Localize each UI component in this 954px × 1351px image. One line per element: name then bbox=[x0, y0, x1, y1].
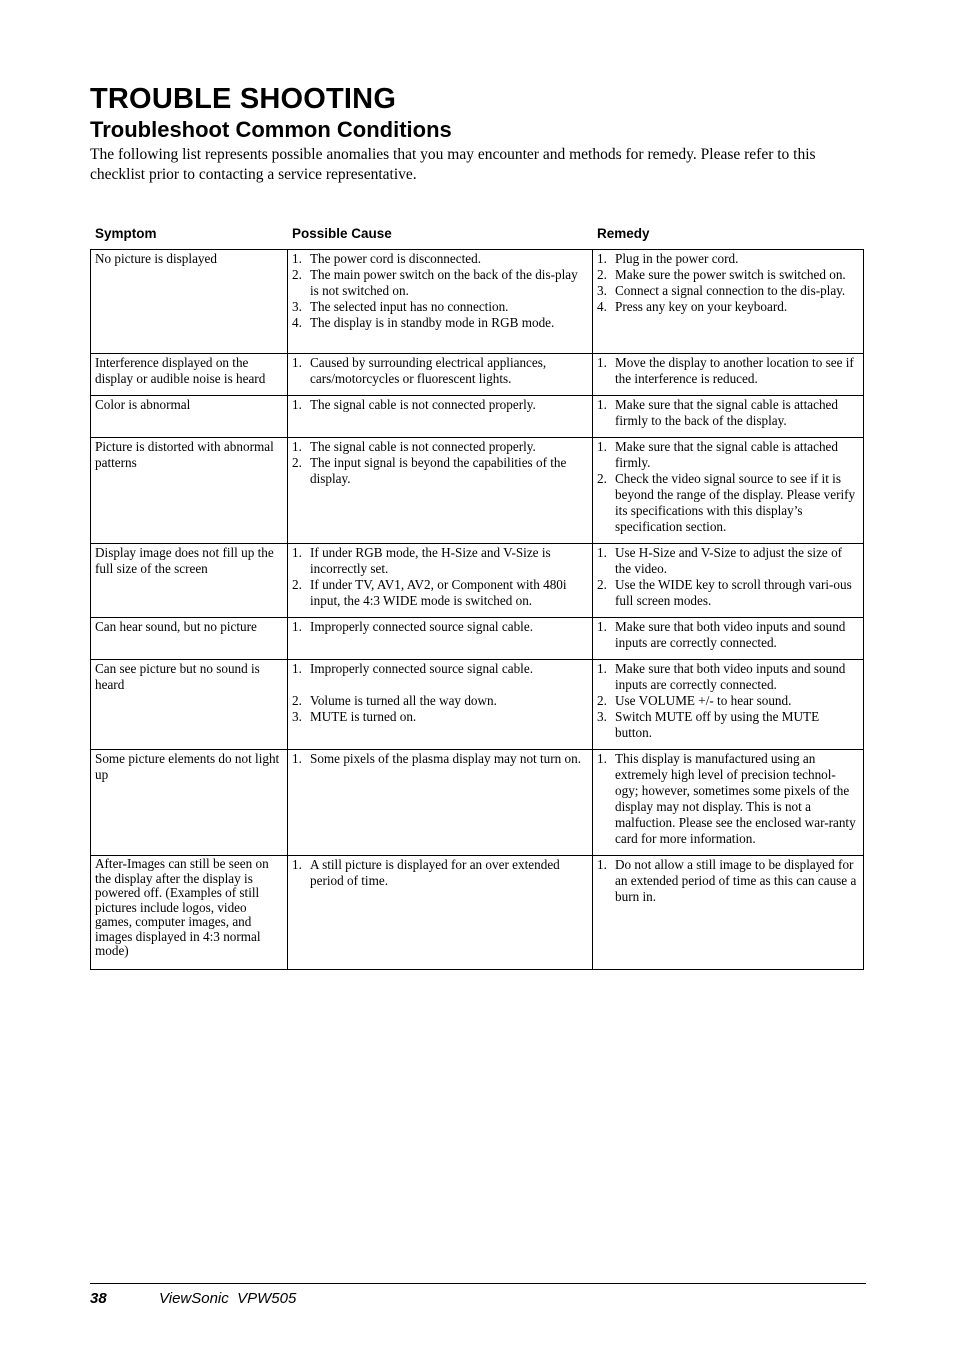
item-number: 1. bbox=[597, 545, 607, 560]
cause-item bbox=[292, 709, 588, 725]
item-text: Make sure that both video inputs and sound inputs are correctly connected. bbox=[615, 619, 846, 650]
item-number: 1. bbox=[292, 439, 302, 454]
remedy-cell bbox=[593, 438, 864, 544]
page-title: TROUBLE SHOOTING bbox=[90, 83, 397, 115]
possible-cause-cell bbox=[288, 396, 593, 438]
item-number: 3. bbox=[292, 709, 302, 724]
remedy-item bbox=[597, 397, 859, 429]
remedy-item bbox=[597, 299, 859, 315]
item-number: 1. bbox=[597, 439, 607, 454]
item-text: The display is in standby mode in RGB mode. bbox=[310, 315, 555, 330]
item-text: Some pixels of the plasma display may not turn on. bbox=[310, 751, 582, 766]
remedy-list bbox=[597, 355, 859, 387]
remedy-list bbox=[597, 619, 859, 651]
item-text: Improperly connected source signal cable. bbox=[310, 661, 533, 676]
remedy-cell bbox=[593, 544, 864, 618]
remedy-item bbox=[597, 355, 859, 387]
item-number: 3. bbox=[292, 299, 302, 314]
intro-paragraph: The following list represents possible anomalies that you may encounter and methods for remedy. Please refer to this checklist prior to contacting a service representative. bbox=[90, 146, 816, 183]
item-text: Make sure the power switch is switched on. bbox=[615, 267, 846, 282]
cause-item bbox=[292, 857, 588, 889]
item-text: If under RGB mode, the H-Size and V-Size is incorrectly set. bbox=[310, 545, 551, 576]
remedy-item bbox=[597, 709, 859, 741]
item-text: Press any key on your keyboard. bbox=[615, 299, 788, 314]
table-row bbox=[91, 856, 864, 970]
item-number: 1. bbox=[292, 751, 302, 766]
cause-item bbox=[292, 315, 588, 331]
cause-item bbox=[292, 545, 588, 577]
item-text: Plug in the power cord. bbox=[615, 251, 739, 266]
possible-cause-cell bbox=[288, 250, 593, 354]
page-number: 38 bbox=[90, 1290, 107, 1307]
remedy-item bbox=[597, 857, 859, 905]
cause-item bbox=[292, 267, 588, 299]
symptom-cell: Interference displayed on the display or audible noise is heard bbox=[91, 354, 288, 396]
symptom-cell: No picture is displayed bbox=[91, 250, 288, 354]
item-number: 2. bbox=[292, 267, 302, 282]
item-number: 3. bbox=[597, 709, 607, 724]
table-row bbox=[91, 250, 864, 354]
cause-list bbox=[292, 857, 588, 889]
column-header-symptom: Symptom bbox=[95, 226, 157, 241]
remedy-cell bbox=[593, 856, 864, 970]
item-number: 2. bbox=[597, 693, 607, 708]
item-number: 2. bbox=[597, 577, 607, 592]
remedy-list bbox=[597, 251, 859, 315]
cause-item bbox=[292, 439, 588, 455]
cause-list bbox=[292, 439, 588, 487]
item-text: Caused by surrounding electrical appliances, cars/motorcycles or fluorescent lights. bbox=[310, 355, 547, 386]
cause-item bbox=[292, 355, 588, 387]
troubleshooting-table bbox=[90, 249, 864, 970]
cause-list bbox=[292, 397, 588, 413]
table-row bbox=[91, 660, 864, 750]
symptom-cell: Some picture elements do not light up bbox=[91, 750, 288, 856]
item-text: The input signal is beyond the capabilities of the display. bbox=[310, 455, 567, 486]
item-text: The power cord is disconnected. bbox=[310, 251, 482, 266]
item-text: The selected input has no connection. bbox=[310, 299, 509, 314]
item-number: 2. bbox=[597, 267, 607, 282]
item-number: 2. bbox=[292, 455, 302, 470]
remedy-item bbox=[597, 577, 859, 609]
cause-list bbox=[292, 619, 588, 635]
item-number: 1. bbox=[597, 251, 607, 266]
item-text: Use H-Size and V-Size to adjust the size of the video. bbox=[615, 545, 843, 576]
item-text: Use VOLUME +/- to hear sound. bbox=[615, 693, 792, 708]
item-text: Check the video signal source to see if it is beyond the range of the display. Please verify its specifications with this display’s specification section. bbox=[615, 471, 856, 534]
remedy-list bbox=[597, 439, 859, 535]
cause-list bbox=[292, 751, 588, 767]
item-number: 3. bbox=[597, 283, 607, 298]
remedy-item bbox=[597, 251, 859, 267]
cause-item bbox=[292, 397, 588, 413]
remedy-cell bbox=[593, 618, 864, 660]
remedy-cell bbox=[593, 750, 864, 856]
remedy-item bbox=[597, 267, 859, 283]
item-number: 1. bbox=[292, 857, 302, 872]
cause-list bbox=[292, 661, 588, 725]
item-text: Volume is turned all the way down. bbox=[310, 693, 497, 708]
table-row bbox=[91, 750, 864, 856]
item-number: 1. bbox=[597, 857, 607, 872]
footer-product-name: ViewSonic VPW505 bbox=[159, 1290, 297, 1307]
remedy-item bbox=[597, 693, 859, 709]
cause-item bbox=[292, 661, 588, 677]
cause-list bbox=[292, 355, 588, 387]
item-number: 2. bbox=[597, 471, 607, 486]
item-text: Use the WIDE key to scroll through vari-ous full screen modes. bbox=[615, 577, 852, 608]
item-text: A still picture is displayed for an over extended period of time. bbox=[310, 857, 560, 888]
symptom-cell: After-Images can still be seen on the display after the display is powered off. (Examples of still pictures include logos, video games, computer images, and images displayed in 4:3 normal mode) bbox=[91, 856, 288, 970]
item-number: 1. bbox=[292, 619, 302, 634]
remedy-item bbox=[597, 661, 859, 693]
remedy-cell bbox=[593, 250, 864, 354]
column-header-remedy: Remedy bbox=[597, 226, 650, 241]
cause-list bbox=[292, 251, 588, 331]
remedy-cell bbox=[593, 354, 864, 396]
item-text: The main power switch on the back of the dis-play is not switched on. bbox=[310, 267, 578, 298]
item-number: 1. bbox=[597, 751, 607, 766]
item-number: 1. bbox=[597, 355, 607, 370]
item-number: 1. bbox=[292, 397, 302, 412]
troubleshooting-table-body bbox=[91, 250, 864, 970]
item-number: 1. bbox=[597, 661, 607, 676]
item-number: 1. bbox=[292, 661, 302, 676]
cause-item bbox=[292, 693, 588, 709]
possible-cause-cell bbox=[288, 856, 593, 970]
remedy-list bbox=[597, 397, 859, 429]
item-text: MUTE is turned on. bbox=[310, 709, 417, 724]
cause-item bbox=[292, 577, 588, 609]
possible-cause-cell bbox=[288, 544, 593, 618]
table-row bbox=[91, 354, 864, 396]
table-row bbox=[91, 544, 864, 618]
section-title: Troubleshoot Common Conditions bbox=[90, 117, 452, 142]
table-row bbox=[91, 618, 864, 660]
remedy-item bbox=[597, 545, 859, 577]
item-number: 1. bbox=[292, 355, 302, 370]
remedy-item bbox=[597, 283, 859, 299]
remedy-list bbox=[597, 857, 859, 905]
item-number: 1. bbox=[292, 545, 302, 560]
item-number: 2. bbox=[292, 693, 302, 708]
item-text: Make sure that the signal cable is attached firmly. bbox=[615, 439, 839, 470]
item-text: This display is manufactured using an extremely high level of precision technol-ogy; however, sometimes some pixels of the display may not display. This is not a malfuction. Please see the enclosed war-ranty card for more information. bbox=[615, 751, 856, 846]
remedy-item bbox=[597, 439, 859, 471]
remedy-item bbox=[597, 471, 859, 535]
remedy-list bbox=[597, 661, 859, 741]
cause-item bbox=[292, 751, 588, 767]
table-row bbox=[91, 438, 864, 544]
footer-divider bbox=[90, 1283, 866, 1284]
item-number: 1. bbox=[292, 251, 302, 266]
item-text: The signal cable is not connected properly. bbox=[310, 397, 536, 412]
item-text: The signal cable is not connected properly. bbox=[310, 439, 536, 454]
remedy-item bbox=[597, 751, 859, 847]
cause-list bbox=[292, 545, 588, 609]
item-text: Do not allow a still image to be displayed for an extended period of time as this can cause a burn in. bbox=[615, 857, 857, 904]
item-number: 2. bbox=[292, 577, 302, 592]
symptom-cell: Color is abnormal bbox=[91, 396, 288, 438]
symptom-cell: Can see picture but no sound is heard bbox=[91, 660, 288, 750]
item-number: 1. bbox=[597, 397, 607, 412]
column-header-possible-cause: Possible Cause bbox=[292, 226, 392, 241]
possible-cause-cell bbox=[288, 750, 593, 856]
possible-cause-cell bbox=[288, 354, 593, 396]
cause-item bbox=[292, 299, 588, 315]
item-number: 4. bbox=[597, 299, 607, 314]
cause-item bbox=[292, 455, 588, 487]
cause-item bbox=[292, 251, 588, 267]
item-text: Improperly connected source signal cable. bbox=[310, 619, 533, 634]
table-row bbox=[91, 396, 864, 438]
remedy-list bbox=[597, 751, 859, 847]
symptom-cell: Can hear sound, but no picture bbox=[91, 618, 288, 660]
symptom-cell: Display image does not fill up the full size of the screen bbox=[91, 544, 288, 618]
item-text: Switch MUTE off by using the MUTE button. bbox=[615, 709, 820, 740]
remedy-cell bbox=[593, 396, 864, 438]
possible-cause-cell bbox=[288, 660, 593, 750]
item-number: 4. bbox=[292, 315, 302, 330]
item-text: Move the display to another location to see if the interference is reduced. bbox=[615, 355, 854, 386]
cause-item bbox=[292, 619, 588, 635]
remedy-item bbox=[597, 619, 859, 651]
item-text: If under TV, AV1, AV2, or Component with 480i input, the 4:3 WIDE mode is switched on. bbox=[310, 577, 567, 608]
item-number: 1. bbox=[597, 619, 607, 634]
possible-cause-cell bbox=[288, 438, 593, 544]
item-text: Connect a signal connection to the dis-play. bbox=[615, 283, 846, 298]
item-text: Make sure that both video inputs and sound inputs are correctly connected. bbox=[615, 661, 846, 692]
symptom-cell: Picture is distorted with abnormal patterns bbox=[91, 438, 288, 544]
remedy-list bbox=[597, 545, 859, 609]
remedy-cell bbox=[593, 660, 864, 750]
possible-cause-cell bbox=[288, 618, 593, 660]
item-text: Make sure that the signal cable is attached firmly to the back of the display. bbox=[615, 397, 839, 428]
